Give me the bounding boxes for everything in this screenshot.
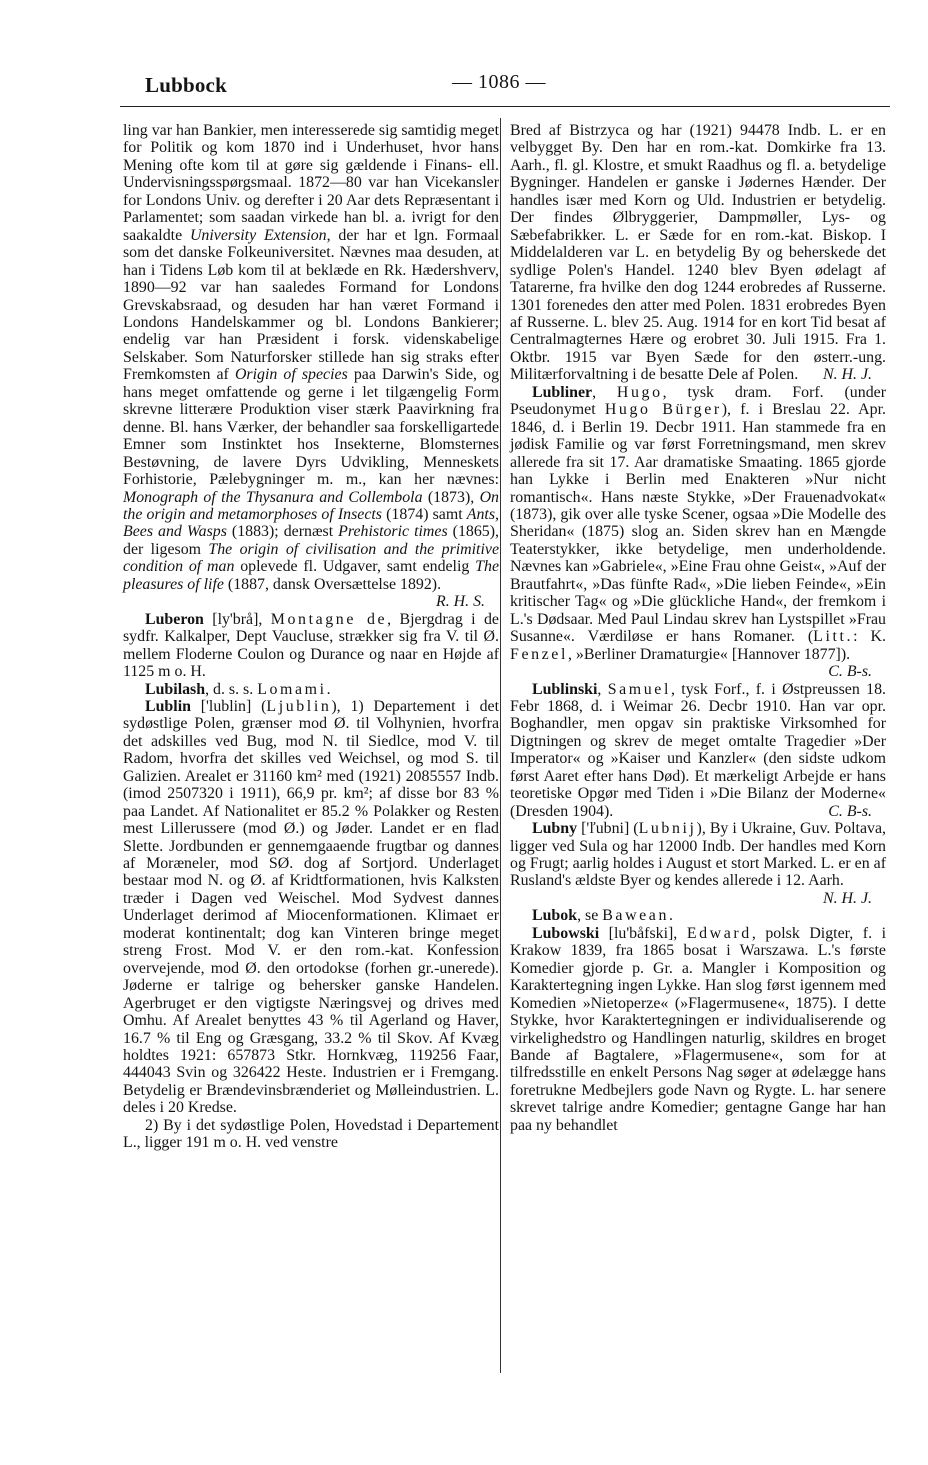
entry-lublin-city: 2) By i det sydøstlige Polen, Hovedstad i Departement L., ligger 191 m o. H. ved venstre	[123, 1116, 499, 1152]
page-header	[0, 0, 928, 108]
cross-reference: Lomami	[257, 680, 327, 698]
right-column	[510, 122, 886, 1134]
entry-luberon: Luberon [ly'brå], Montagne de, Bjergdrag i de sydfr. Kalkalper, Dept Vaucluse, strækker sig fra V. til Ø. mellem Floderne Coulon og Durance og naar en Højde af 1125 m o. H.	[123, 610, 499, 681]
signature: N. H. J.	[823, 889, 872, 907]
headword: Lubliner	[532, 383, 593, 401]
page-number: — 1086 —	[452, 71, 546, 93]
left-column	[123, 122, 499, 1152]
entry-lubny: Lubny ['ľubni] (Lubnij), By i Ukraine, Guv. Poltava, ligger ved Sula og har 12000 Indb. Der handles med Korn og Frugt; aarlig holdes i August et stort Marked. L. er en af Rusland's ældste Byer og kendes allerede i 12. Aarh. N. H. J.	[510, 820, 886, 907]
headword: Lublinski	[532, 680, 598, 698]
cross-reference: Bawean	[602, 907, 669, 925]
entry-lublin: Lublin ['lublin] (Ljublin), 1) Departement i det sydøstlige Polen, grænser mod Ø. til Volhynien, hvorfra det adskilles ved Bug, mod N. til Siedlce, mod V. til Radom, hvorfra det skilles ved Weichsel, og mod S. til Galizien. Arealet er 31160 km² med (1921) 2085557 Indb. (imod 2507320 i 1911), 66,9 pr. km²; af disse bor 83 % paa Landet. Af Nationalitet er 85.2 % Polakker og Resten mest Lillerussere (mod Ø.) og Jøder. Landet er en flad Slette. Jordbunden er gennemgaaende frugtbar og dannes af Moræneler, mod SØ. dog af Sortjord. Underlaget bestaar mod N. og Ø. af Kridtformationen, hvis Kalksten træder i Dagen ved Weischel. Mod Sydvest dannes Underlaget derimod af Miocenformationen. Klimaet er moderat kontinentalt; dog kan Vinteren bringe meget streng Frost. Mod V. er den rom.-kat. Konfession overvejende, mod Ø. den ortodokse (forhen gr.-unerede). Jøderne er talrige og behersker ganske Handelen. Agerbruget er den vigtigste Næringsvej og drives med Omhu. Af Arealet benyttes 43 % til Agerland og Haver, 16.7 % til Eng og Græsgang, 33.2 % til Skov. Af Kvæg holdtes 1921: 657873 Stkr. Hornkvæg, 119256 Faar, 444043 Svin og 326422 Heste. Industrien er i Fremgang. Betydelig er Brændevinsbrænderiet og Mølleindustrien. L. deles i 20 Kredse.	[123, 697, 500, 1117]
entry-lublinski: Lublinski, Samuel, tysk Forf., f. i Østpreussen 18. Febr 1868, d. i Weimar 26. Decbr 1910. Han var opr. Boghandler, men opgav sin praktiske Virksomhed for Digtningen og skrev de meget omtalte Tragedier »Der Imperator« og »Kaiser und Kanzler« (den sidste udkom først Aaret efter hans Død). Et mærkeligt Arbejde er hans teoretiske Opgør med Tiden i »Die Bilanz der Moderne« (Dresden 1904). C. B-s.	[510, 680, 886, 820]
headword: Lubok	[532, 907, 578, 925]
signature: R. H. S.	[436, 593, 485, 611]
headword: Lubilash	[145, 680, 206, 698]
entry-lublin-city-continued: Bred af Bistrzyca og har (1921) 94478 Indb. L. er en velbygget By. Den har en rom.-kat. Domkirke fra 13. Aarh., fl. gl. Klostre, et smukt Raadhus og fl. a. betydelige Bygninger. Handelen er ganske i Jødernes Hænder. Der handles især med Korn og Uld. Industrien er betydelig. Der findes Ølbryggerier, Dampmøller, Lys- og Sæbefabrikker. L. er Sæde for en rom.-kat. Biskop. I Middelalderen var L. en betydelig By og beherskede det sydlige Polen's Handel. 1240 blev Byen ødelagt af Tatarerne, fra hvilke den dog 1244 erobredes af Russerne. 1301 forenedes den atter med Polen. 1831 erobredes Byen af Russerne. L. blev 25. Aug. 1914 for en kort Tid besat af Centralmagternes Hære og erobret 30. Juli 1915. Fra 1. Oktbr. 1915 var Byen Sæde for den østerr.-ung. Militærforvaltning i de besatte Dele af Polen. N. H. J.	[510, 122, 886, 384]
headword: Luberon	[145, 610, 204, 628]
entry-lubok: Lubok, se Bawean.	[532, 907, 673, 925]
entry-lubowski: Lubowski [lu'båfski], Edward, polsk Digter, f. i Krakow 1839, fra 1865 bosat i Warszawa. L.'s første Komedier gjorde p. Gr. a. Mangler i Komposition og Karaktertegning ingen Lykke. Han slog først igennem med Komedien »Nietoperze« (»Flagermusene«, 1875). I dette Stykke, hvor Karaktertegningen er individualiserende og virkelighedstro og Handlingen naturlig, skildres en broget Bande af Bagtalere, »Flagermusene«, som for at tilfredsstille en enkelt Persons Nag søger at ødelægge hans foretrukne Medbejlers gode Navn og Rygte. L. har senere skrevet talrige andre Komedier; gentagne Gange har han paa ny behandlet	[510, 924, 886, 1134]
signature: C. B-s.	[828, 802, 872, 820]
headword: Lubny	[532, 820, 578, 838]
signature: N. H. J.	[823, 366, 872, 384]
entry-lubbock-continued: ling var han Bankier, men interesserede sig samtidig meget for Politik og kom 1870 ind i Underhuset, hvor hans Mening ofte kom til at gøre sig gældende i Finans- ell. Undervisningsspørgsmaal. 1872—80 var han Vicekansler for Londons Univ. og derefter i 20 Aar dets Repræsentant i Parlamentet; som saadan virkede han bl. a. ivrigt for den saakaldte University Extension, der har et lgn. Formaal som det danske Folkeuniversitet. Nævnes maa desuden, at han i Tidens Løb kom til at beklæde en Rk. Hædershverv, 1890—92 var han saaledes Formand for Londons Grevskabsraad, og desuden har han været Formand i Londons Handelskammer og bl. Londons Bankierer; endelig var han Præsident i forsk. videnskabelige Selskaber. Som Naturforsker stillede han sig straks efter Fremkomsten af Origin of species paa Darwin's Side, og hans meget omfattende og gerne i let tilgængelig Form skrevne litterære Produktion viser stærk Paavirkning fra denne. Bl. hans Værker, der behandler saa forskelligartede Emner som Instinktet hos Insekterne, Blomsternes Bestøvning, de lavere Dyrs Udvikling, Menneskets Forhistorie, Pælebygninger m. m., kan her nævnes: Monograph of the Thysanura and Collembola (1873), On the origin and metamorphoses of Insects (1874) samt Ants, Bees and Wasps (1883); dernæst Prehistoric times (1865), der ligesom The origin of civilisation and the primitive condition of man oplevede fl. Udgaver, samt endelig The pleasures of life (1887, dansk Oversættelse 1892). R. H. S.	[123, 122, 500, 611]
headword: Lubowski	[532, 924, 600, 942]
headword: Lublin	[145, 697, 191, 715]
header-rule	[120, 106, 890, 107]
entry-lubliner: Lubliner, Hugo, tysk dram. Forf. (under Pseudonymet Hugo Bürger), f. i Breslau 22. Apr. 1846, d. i Berlin 19. Decbr 1911. Han stammede fra en jødisk Familie og var først Forretningsmand, men skrev allerede fra sit 17. Aar dramatiske Smaating. 1865 gjorde han Lykke i Berlin med Enakteren »Nur nicht romantisch«. Hans næste Stykke, »Der Frauenadvokat« (1873), gik over alle tyske Scener, ogsaa »Die Modelle des Sheridan« (1875) slog an. Siden skrev han en Mængde Teaterstykker, ikke betydelige, men underholdende. Nævnes kan »Gabriele«, »Eine Frau ohne Geist«, »Auf der Brautfahrt«, »Das fünfte Rad«, »Die lieben Feinde«, »Ein kritischer Tag« og »Die glückliche Hand«, der fremkom i L.'s Dødsaar. Med Paul Lindau skrev han Lystspillet »Frau Susanne«. Værdiløse er hans Romaner. (Litt.: K. Fenzel, »Berliner Dramaturgie« [Hannover 1877]). C. B-s.	[510, 383, 887, 681]
signature: C. B-s.	[828, 663, 872, 681]
column-divider	[500, 118, 501, 1373]
running-head: Lubbock	[145, 73, 227, 97]
entry-lubilash: Lubilash, d. s. s. Lomami.	[145, 680, 331, 698]
